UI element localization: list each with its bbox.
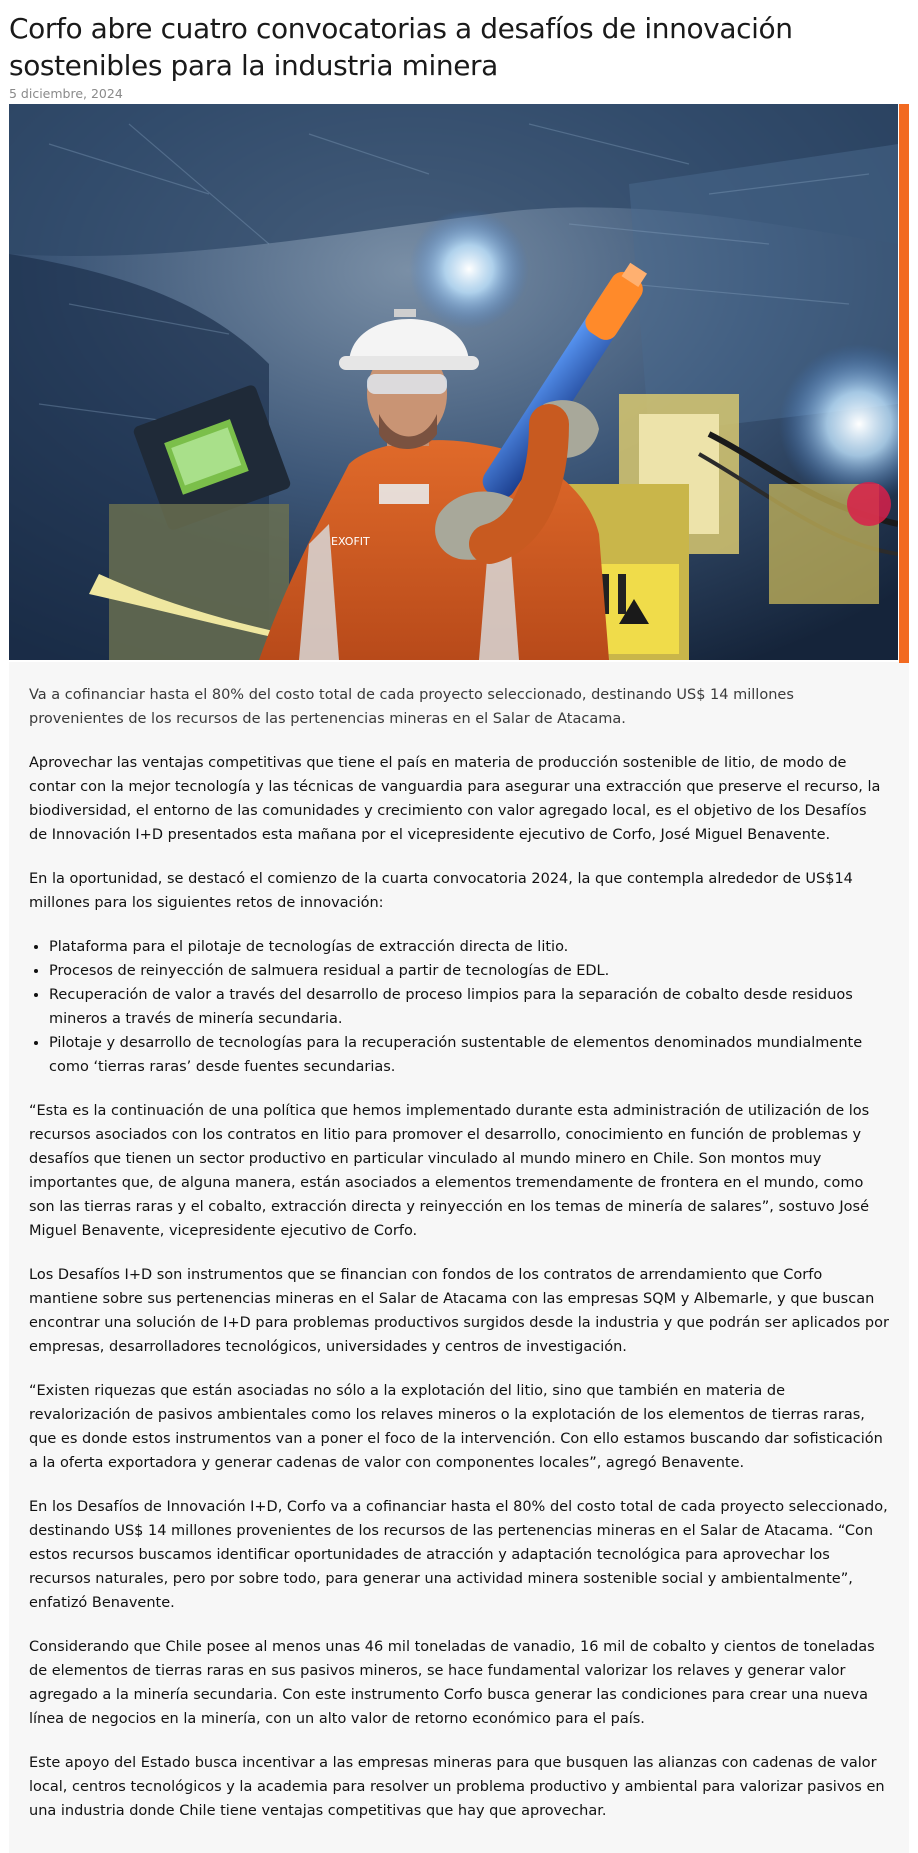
- paragraph: Aprovechar las ventajas competitivas que tiene el país en materia de producción sostenible de litio, de modo de contar con la mejor tecnología y las técnicas de vanguardia para asegurar una extracción que preserve el recurso, la biodiversidad, el entorno de las comunidades y crecimiento con valor agregado local, es el objetivo de los Desafíos de Innovación I+D presentados esta mañana por el vicepresidente ejecutivo de Corfo, José Miguel Benavente.: [29, 755, 881, 843]
- paragraph: Considerando que Chile posee al menos unas 46 mil toneladas de vanadio, 16 mil de cobalto y cientos de toneladas de elementos de tierras raras en sus pasivos mineros, se hace fundamental valorizar los relaves y generar valor agregado a la minería secundaria. Con este instrumento Corfo busca generar las condiciones para crear una nueva línea de negocios en la minería, con un alto valor de retorno económico para el país.: [29, 1639, 875, 1727]
- orange-accent-bar: [899, 104, 909, 663]
- paragraph: “Existen riquezas que están asociadas no sólo a la explotación del litio, sino que también en materia de revalorización de pasivos ambientales como los relaves mineros o la explotación de los elementos de tierras raras, que es donde estos instrumentos van a poner el foco de la intervención. Con ello estamos buscando dar sofisticación a la oferta exportadora y generar cadenas de valor con componentes locales”, agregó Benavente.: [29, 1383, 883, 1471]
- hero-image-container: [9, 104, 899, 662]
- article-body: [9, 662, 909, 1853]
- challenges-list: [29, 935, 889, 1079]
- article-lead: Va a cofinanciar hasta el 80% del costo total de cada proyecto seleccionado, destinando US$ 14 millones provenientes de los recursos de las pertenencias mineras en el Salar de Atacama.: [29, 687, 794, 727]
- challenge-item: • Pilotaje y desarrollo de tecnologías para la recuperación sustentable de elementos denominados mundialmente como ‘tierras raras’ desde fuentes secundarias.: [49, 1031, 889, 1079]
- paragraph: En los Desafíos de Innovación I+D, Corfo va a cofinanciar hasta el 80% del costo total de cada proyecto seleccionado, destinando US$ 14 millones provenientes de los recursos de las pertenencias mineras en el Salar de Atacama. “Con estos recursos buscamos identificar oportunidades de atracción y adaptación tecnológica para aprovechar los recursos naturales, pero por sobre todo, para generar una actividad minera sostenible social y ambientalmente”, enfatizó Benavente.: [29, 1499, 888, 1611]
- article-title: Corfo abre cuatro convocatorias a desafíos de innovación sostenibles para la industria minera: [9, 12, 793, 82]
- paragraph: En la oportunidad, se destacó el comienzo de la cuarta convocatoria 2024, la que contempla alrededor de US$14 millones para los siguientes retos de innovación:: [29, 871, 853, 911]
- paragraph: Los Desafíos I+D son instrumentos que se financian con fondos de los contratos de arrendamiento que Corfo mantiene sobre sus pertenencias mineras en el Salar de Atacama con las empresas SQM y Albemarle, y que buscan encontrar una solución de I+D para problemas productivos surgidos desde la industria y que podrán ser aplicados por empresas, desarrolladores tecnológicos, universidades y centros de investigación.: [29, 1267, 889, 1355]
- paragraph: Este apoyo del Estado busca incentivar a las empresas mineras para que busquen las alianzas con cadenas de valor local, centros tecnológicos y la academia para resolver un problema productivo y ambiental para valorizar pasivos en una industria donde Chile tiene ventajas competitivas que hay que aprovechar.: [29, 1755, 885, 1819]
- paragraph: “Esta es la continuación de una política que hemos implementado durante esta administración de utilización de los recursos asociados con los contratos en litio para promover el desarrollo, conocimiento en función de problemas y desafíos que tienen un sector productivo en particular vinculado al mundo minero en Chile. Son montos muy importantes que, de alguna manera, están asociados a elementos tremendamente de frontera en el mundo, como son las tierras raras y el cobalto, extracción directa y reinyección en los temas de minería de salares”, sostuvo José Miguel Benavente, vicepresidente ejecutivo de Corfo.: [29, 1103, 870, 1239]
- hero-image-miner: [9, 104, 898, 660]
- hero-badge-text: EXOFIT: [331, 535, 370, 548]
- challenge-item: • Procesos de reinyección de salmuera residual a partir de tecnologías de EDL.: [49, 959, 889, 983]
- article-date: 5 diciembre, 2024: [9, 86, 123, 101]
- challenge-item: • Recuperación de valor a través del desarrollo de proceso limpios para la separación de cobalto desde residuos mineros a través de minería secundaria.: [49, 983, 889, 1031]
- challenge-item: • Plataforma para el pilotaje de tecnologías de extracción directa de litio.: [49, 935, 889, 959]
